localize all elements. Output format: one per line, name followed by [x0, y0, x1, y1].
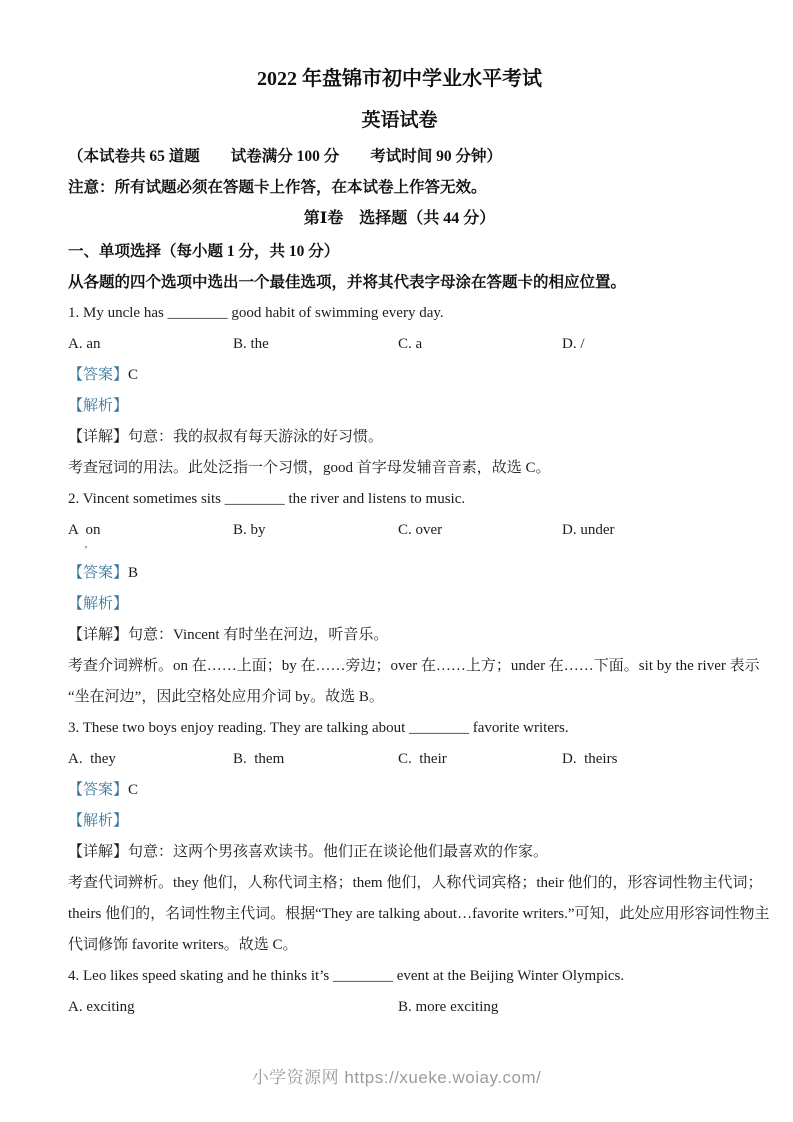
- answer-value: C: [128, 782, 139, 798]
- option-a: A on: [68, 522, 101, 538]
- exam-subtitle: 英语试卷: [361, 110, 438, 131]
- option-d: D. theirs: [562, 751, 618, 767]
- answer-label: 【答案】: [68, 782, 129, 798]
- question-stem: 1. My uncle has ________ good habit of swimming every day.: [68, 305, 444, 321]
- question-block-3: [68, 720, 770, 954]
- analysis-label: 【解析】: [68, 596, 129, 612]
- explain-line: 代词修饰 favorite writers。故选 C。: [68, 937, 298, 953]
- explain-line: [68, 429, 731, 446]
- part-instruction: 从各题的四个选项中选出一个最佳选项，并将其代表字母涂在答题卡的相应位置。: [68, 274, 627, 291]
- explain-line: [68, 627, 731, 644]
- section-title: 第Ⅰ卷 选择题（共 44 分）: [303, 210, 496, 227]
- question-stem: 2. Vincent sometimes sits ________ the river and listens to music.: [68, 491, 466, 507]
- question-block-1: [68, 305, 731, 477]
- analysis-line: [68, 398, 731, 415]
- answer-line: [68, 782, 731, 799]
- explain-line: 考查冠词的用法。此处泛指一个习惯，good 首字母发辅音音素，故选 C。: [68, 460, 551, 476]
- options-row: [68, 336, 731, 353]
- explain-text: 句意：我的叔叔有每天游泳的好习惯。: [128, 429, 384, 445]
- option-d: D. under: [562, 522, 615, 538]
- explain-line: 考查介词辨析。on 在……上面；by 在……旁边；over 在……上方；under 在……下面。sit by the river 表示: [68, 658, 760, 674]
- stray-mark: ’: [84, 544, 88, 556]
- option-b: B. more exciting: [398, 999, 499, 1015]
- question-stem: 3. These two boys enjoy reading. They are talking about ________ favorite writers.: [68, 720, 569, 736]
- answer-value: B: [128, 565, 139, 581]
- explain-label: 【详解】: [68, 627, 129, 643]
- question-block-2: [68, 491, 760, 706]
- answer-label: 【答案】: [68, 565, 129, 581]
- option-a: A. an: [68, 336, 101, 352]
- explain-label: 【详解】: [68, 844, 129, 860]
- explain-label: 【详解】: [68, 429, 129, 445]
- question-block-4: [68, 968, 731, 1016]
- explain-line: “坐在河边”，因此空格处应用介词 by。故选 B。: [68, 689, 384, 705]
- analysis-label: 【解析】: [68, 813, 129, 829]
- explain-line: theirs 他们的，名词性物主代词。根据“They are talking about…favorite writers.”可知，此处应用形容词性物主: [68, 906, 770, 922]
- answer-label: 【答案】: [68, 367, 129, 383]
- part-title: 一、单项选择（每小题 1 分，共 10 分）: [68, 243, 340, 260]
- analysis-line: [68, 813, 731, 830]
- option-a: A. they: [68, 751, 116, 767]
- option-a: A. exciting: [68, 999, 135, 1015]
- answer-value: C: [128, 367, 139, 383]
- exam-title: 2022 年盘锦市初中学业水平考试: [257, 68, 542, 90]
- option-b: B. by: [233, 522, 266, 538]
- option-b: B. the: [233, 336, 269, 352]
- option-b: B. them: [233, 751, 285, 767]
- options-row: [68, 999, 731, 1016]
- explain-line: [68, 844, 731, 861]
- paper-info-line: （本试卷共 65 道题 试卷满分 100 分 考试时间 90 分钟）: [68, 148, 503, 165]
- explain-text: 句意：Vincent 有时坐在河边，听音乐。: [128, 627, 389, 643]
- explain-line: 考查代词辨析。they 他们，人称代词主格；them 他们，人称代词宾格；their 他们的，形容词性物主代词；: [68, 875, 763, 891]
- option-d: D. /: [562, 336, 585, 352]
- option-c: C. their: [398, 751, 447, 767]
- explain-text: 句意：这两个男孩喜欢读书。他们正在谈论他们最喜欢的作家。: [128, 844, 549, 860]
- analysis-line: [68, 596, 731, 613]
- option-c: C. a: [398, 336, 423, 352]
- watermark-footer: 小学资源网 https://xueke.woiay.com/: [251, 1068, 542, 1087]
- answer-line: [68, 565, 731, 582]
- analysis-label: 【解析】: [68, 398, 129, 414]
- option-c: C. over: [398, 522, 443, 538]
- options-row: [68, 522, 731, 556]
- options-row: [68, 751, 731, 768]
- notice-line: 注意：所有试题必须在答题卡上作答，在本试卷上作答无效。: [68, 179, 487, 196]
- question-stem: 4. Leo likes speed skating and he thinks it’s ________ event at the Beijing Winter Olympics.: [68, 968, 625, 984]
- answer-line: [68, 367, 731, 384]
